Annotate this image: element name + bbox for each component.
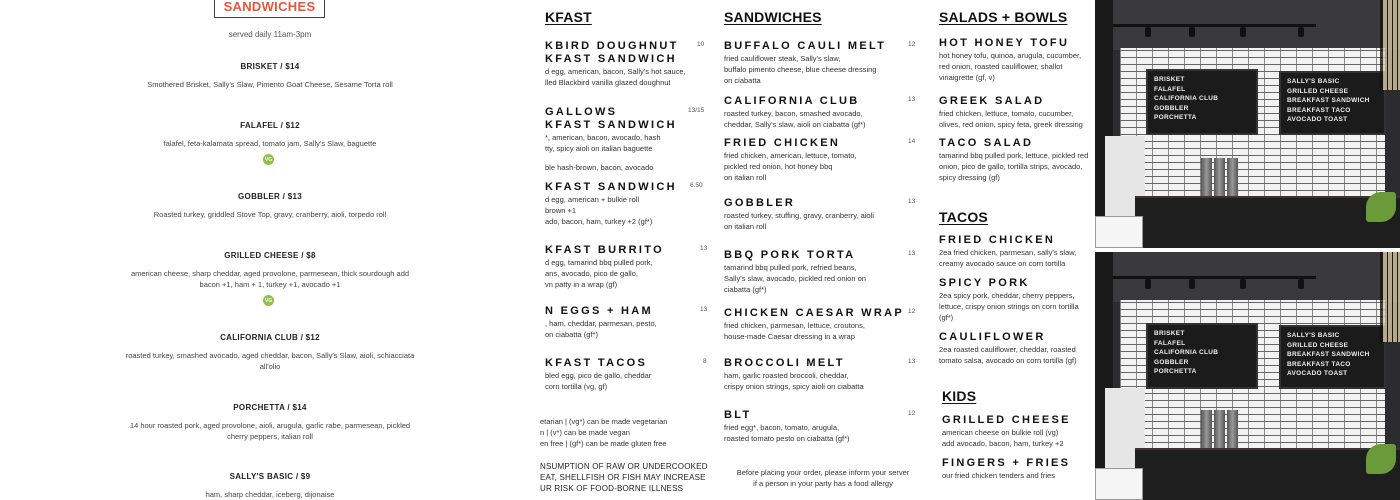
item-price: 13 [700,306,708,313]
menu-item-cauliflower-taco [939,331,1077,366]
served-hours: served daily 11am-3pm [228,30,312,39]
item-desc: fried chicken, american, lettuce, tomato, [724,151,857,160]
printed-menu [540,0,1095,500]
sandwiches-heading: SANDWICHES [724,9,822,25]
item-desc: brown +1 [545,206,577,215]
menu-item-breakfast-burrito [545,244,664,290]
item-desc: cheddar, Sally's slaw, aioli on ciabatta (gf*) [724,120,866,129]
item-desc: american cheese on bulkie roll (vg) [942,428,1059,437]
item-desc: hot honey tofu, quinoa, arugula, cucumber, [939,51,1082,60]
menu-item-hot-honey-tofu [939,37,1081,83]
item-price: 14 [908,138,916,145]
spotlight-icon [1145,279,1151,289]
restaurant-photo-1[interactable] [1095,0,1400,248]
item-name: GALLOWS [545,106,618,118]
item-name: BROCCOLI MELT [724,357,845,369]
menu-item-grilled-cheese [0,251,540,290]
allergy-line: Before placing your order, please inform your server [736,468,910,477]
spotlight-icon [1145,27,1151,37]
item-price: 6.50 [690,182,703,189]
item-desc: d egg, tamarind bbq pulled pork, [545,258,653,267]
item-name: BUFFALO CAULI MELT [724,40,887,52]
board-line: GOBBLER [1154,358,1189,366]
item-price: 13 [908,250,916,257]
item-desc: 2ea fried chicken, parmesan, sally's slaw, [939,248,1077,257]
item-desc: lettuce, crispy onion strings on corn tortilla [939,302,1079,311]
menu-card [1095,468,1143,500]
menu-item-greek-salad [939,95,1083,130]
item-desc: on italian roll [724,222,767,231]
menu-item-gallows-sandwich [545,106,677,173]
item-name: GOBBLER [724,197,796,209]
item-desc: our fried chicken tenders and fries [942,471,1055,480]
board-line: AVOCADO TOAST [1287,370,1348,377]
item-title: CALIFORNIA CLUB / $12 [220,333,320,342]
kids-heading: KIDS [942,388,977,404]
item-desc: ans, avocado, pico de gallo, [545,269,638,278]
item-desc: crispy onion strings, spicy aioli on ciabatta [724,382,864,391]
menu-item-spicy-pork-taco [939,277,1079,323]
menu-item-brisket [0,62,540,90]
item-desc: ciabatta (gf*) [724,285,767,294]
spotlight-icon [1240,279,1246,289]
item-desc: fried cauliflower steak, Sally's slaw, [724,54,841,63]
menu-card [1095,216,1143,248]
menu-item-doughnut-sandwich [545,40,686,88]
item-desc: 2ea spicy pork, cheddar, cherry peppers, [939,291,1075,300]
item-desc: tamarind bbq pulled pork, lettuce, pickled red [939,151,1089,160]
item-title: SALLY'S BASIC / $9 [229,472,311,481]
menu-item-gobbler [724,197,874,232]
section-title: SANDWICHES [223,0,316,14]
item-name: GRILLED CHEESE [942,414,1071,426]
board-line: FALAFEL [1154,339,1186,347]
board-line: SALLY'S BASIC [1287,78,1340,85]
diet-legend [540,416,667,449]
allergy-note [723,467,923,489]
item-desc: 2ea roasted cauliflower, cheddar, roasted [939,345,1076,354]
board-line: BRISKET [1154,330,1185,337]
salads-heading: SALADS + BOWLS [939,9,1068,25]
item-desc: lled Blackbird vanilla glazed doughnut [545,78,671,87]
tacos-heading: TACOS [939,209,988,225]
breakfast-column [540,0,715,500]
item-desc: roasted tomato pesto on ciabatta (gf*) [724,434,850,443]
board-line: PORCHETTA [1154,114,1197,121]
item-desc: , ham, cheddar, parmesan, pesto, [545,319,657,328]
chalkboard-left [1146,323,1258,389]
breakfast-heading: KFAST [545,9,592,25]
item-desc: Roasted turkey, griddled Stove Top, gravy, cranberry, aioli, torpedo roll [153,210,387,219]
menu-item-california-club [724,95,866,130]
spotlight-icon [1240,27,1246,37]
item-desc: d egg, american, bacon, Sally's hot sauce, [545,67,686,76]
item-desc: 14 hour roasted pork, aged provolone, aioli, arugula, garlic rabe, parmesean, pickled cherry peppers, italian roll [129,421,411,441]
board-line: BREAKFAST TACO [1287,106,1351,114]
menu-item-taco-salad [939,137,1088,183]
board-line: SALLY'S BASIC [1287,332,1340,339]
item-desc: d egg, american + bulkie roll [545,195,640,204]
board-line: GRILLED CHEESE [1287,341,1349,349]
item-desc: *, american, bacon, avocado, hash [545,133,661,142]
item-price: 12 [908,41,916,48]
item-name: KFAST SANDWICH [545,181,677,193]
item-name: CAULIFLOWER [939,331,1046,343]
item-desc: olives, red onion, spicy feta, greek dressing [939,120,1083,129]
item-name: GREEK SALAD [939,95,1045,107]
item-title: PORCHETTA / $14 [233,403,307,412]
item-name: CALIFORNIA CLUB [724,95,860,107]
item-desc: spicy dressing (gf) [939,173,1000,182]
item-desc [545,154,677,162]
menu-item-buffalo-cauli-melt [724,40,886,86]
chalkboard-right [1279,325,1386,389]
item-title: BRISKET / $14 [240,62,300,71]
plant [1366,444,1396,474]
item-desc: roasted turkey, bacon, smashed avocado, [724,109,863,118]
item-name: BLT [724,409,752,421]
item-desc: add avocado, bacon, ham, turkey +2 [942,439,1064,448]
item-name: HOT HONEY TOFU [939,37,1070,49]
menu-item-blt [724,409,850,444]
item-desc: roasted turkey, stuffing, gravy, cranberry, aioli [724,211,874,220]
item-desc: ham, sharp cheddar, iceberg, dijonaise [205,490,335,499]
warning-line: UR RISK OF FOOD-BORNE ILLNESS [540,484,684,493]
item-desc: fried chicken, parmesan, lettuce, croutons, [724,321,865,330]
item-desc: buffalo pimento cheese, blue cheese dressing [724,65,877,74]
section-title-box[interactable] [214,0,325,18]
item-desc: fried egg*, bacon, tomato, arugula, [724,423,840,432]
menu-item-chicken-caesar-wrap [724,307,904,342]
item-price: 13 [908,198,916,205]
item-desc: falafel, feta-kalamata spread, tomato jam, Sally's Slaw, baguette [163,139,377,148]
board-line: GOBBLER [1154,104,1189,112]
plant [1366,192,1396,222]
item-title: FALAFEL / $12 [240,121,300,130]
item-price: 12 [908,410,916,417]
board-line: PORCHETTA [1154,368,1197,375]
track-light [1111,276,1316,279]
legend-line: etarian | (vg*) can be made vegetarian [540,417,668,426]
item-name: KFAST TACOS [545,357,648,369]
item-name: CHICKEN CAESAR WRAP [724,307,904,319]
chalkboard-left [1146,69,1258,135]
item-price: 8 [703,358,707,365]
track-light [1111,24,1316,27]
menu-item-breakfast-sandwich [545,181,677,227]
item-price: 10 [697,41,705,48]
counter [1135,450,1400,500]
menu-item-california-club [0,333,540,372]
item-price: 13/15 [688,107,705,114]
board-line: CALIFORNIA CLUB [1154,349,1219,356]
pendant-lamp [1380,252,1400,342]
menu-item-fried-chicken [724,137,857,183]
item-desc: american cheese, sharp cheddar, aged provolone, parmesean, thick sourdough add bacon +1, ham + 1, turkey +1, avocado +1 [130,269,410,289]
website-menu-panel [0,0,540,500]
item-price: 13 [908,358,916,365]
board-line: BREAKFAST SANDWICH [1287,97,1370,104]
warning-line: NSUMPTION OF RAW OR UNDERCOOKED [540,462,708,471]
item-desc: house-made Caesar dressing in a wrap [724,332,855,341]
item-desc: (gf*) [939,313,954,322]
item-name: KBIRD DOUGHNUT [545,40,679,52]
sandwiches-column [723,0,918,500]
allergy-line: if a person in your party has a food allergy [753,479,893,488]
legend-line: n | (v*) can be made vegan [540,428,630,437]
vegetarian-badge-icon: VG [263,295,274,306]
item-desc: ham, garlic roasted broccoli, cheddar, [724,371,849,380]
item-desc: ble hash-brown, bacon, avocado [545,163,654,172]
menu-item-breakfast-tacos [545,357,651,392]
menu-item-fried-chicken-taco [939,234,1076,269]
item-desc: vn patty in a wrap (gf) [545,280,618,289]
item-desc: tomato salsa, avocado on corn tortilla (gf) [939,356,1077,365]
item-desc: onion, pico de gallo, tortilla strips, avocado, [939,162,1083,171]
item-desc: fried chicken, lettuce, tomato, cucumber, [939,109,1074,118]
chalkboard-right [1279,71,1386,135]
item-desc: pickled red onion, hot honey bbq [724,162,833,171]
board-line: GRILLED CHEESE [1287,87,1349,95]
board-line: BREAKFAST SANDWICH [1287,351,1370,358]
item-name: TACO SALAD [939,137,1034,149]
item-desc: ado, bacon, ham, turkey +2 (gf*) [545,217,653,226]
item-desc: on ciabatta [724,76,761,85]
item-desc: Smothered Brisket, Sally's Slaw, Pimento Goat Cheese, Sesame Torta roll [147,80,393,89]
item-desc: bled egg, pico de gallo, cheddar [545,371,652,380]
item-price: 12 [908,308,916,315]
item-name: FRIED CHICKEN [724,137,841,149]
menu-item-fingers-fries [942,457,1070,481]
menu-item-gobbler [0,192,540,220]
menu-item-bbq-pork-torta [724,249,866,295]
counter [1135,198,1400,248]
item-name: SPICY PORK [939,277,1030,289]
item-desc: on italian roll [724,173,767,182]
spotlight-icon [1298,279,1304,289]
item-price: 13 [700,245,708,252]
menu-item-kids-grilled-cheese [942,414,1071,449]
legend-line: en free | (gf*) can be made gluten free [540,439,667,448]
salads-tacos-kids-column [939,0,1095,500]
item-desc: tty, spicy aioli on italian baguette [545,144,653,153]
board-line: BREAKFAST TACO [1287,360,1351,368]
item-desc: tamarind bbq pulled pork, refried beans, [724,263,857,272]
raw-food-warning [540,461,708,494]
board-line: AVOCADO TOAST [1287,116,1348,123]
item-title: GRILLED CHEESE / $8 [224,251,316,260]
spotlight-icon [1298,27,1304,37]
menu-item-falafel [0,121,540,149]
item-name: FRIED CHICKEN [939,234,1056,246]
menu-item-sallys-basic [0,472,540,500]
menu-item-broccoli-melt [724,357,864,392]
item-desc: corn tortilla (vg, gf) [545,382,608,391]
spotlight-icon [1189,279,1195,289]
vegetarian-badge-icon: VG [263,154,274,165]
item-desc: creamy avocado sauce on corn tortilla [939,259,1066,268]
restaurant-photo-2[interactable] [1095,252,1400,500]
item-name: KFAST SANDWICH [545,119,677,131]
board-line: BRISKET [1154,76,1185,83]
item-title: GOBBLER / $13 [238,192,302,201]
item-name: KFAST SANDWICH [545,53,677,65]
menu-item-porchetta [0,403,540,442]
item-name: BBQ PORK TORTA [724,249,856,261]
warning-line: EAT, SHELLFISH OR FISH MAY INCREASE [540,473,706,482]
item-name: FINGERS + FRIES [942,457,1071,469]
spotlight-icon [1189,27,1195,37]
pendant-lamp [1380,0,1400,90]
item-desc: roasted turkey, smashed avocado, aged cheddar, bacon, Sally's Slaw, aioli, schiacciata all'olio [125,351,415,371]
item-name: N EGGS + HAM [545,305,653,317]
item-name: KFAST BURRITO [545,244,664,256]
item-desc: red onion, roasted cauliflower, shallot [939,62,1063,71]
item-price: 13 [908,96,916,103]
board-line: FALAFEL [1154,85,1186,93]
item-desc: on ciabatta (gf*) [545,330,598,339]
board-line: CALIFORNIA CLUB [1154,95,1219,102]
item-desc: vinaigrette (gf, v) [939,73,995,82]
item-desc: Sally's slaw, avocado, pickled red onion on [724,274,866,283]
menu-item-eggs-ham [545,305,657,340]
